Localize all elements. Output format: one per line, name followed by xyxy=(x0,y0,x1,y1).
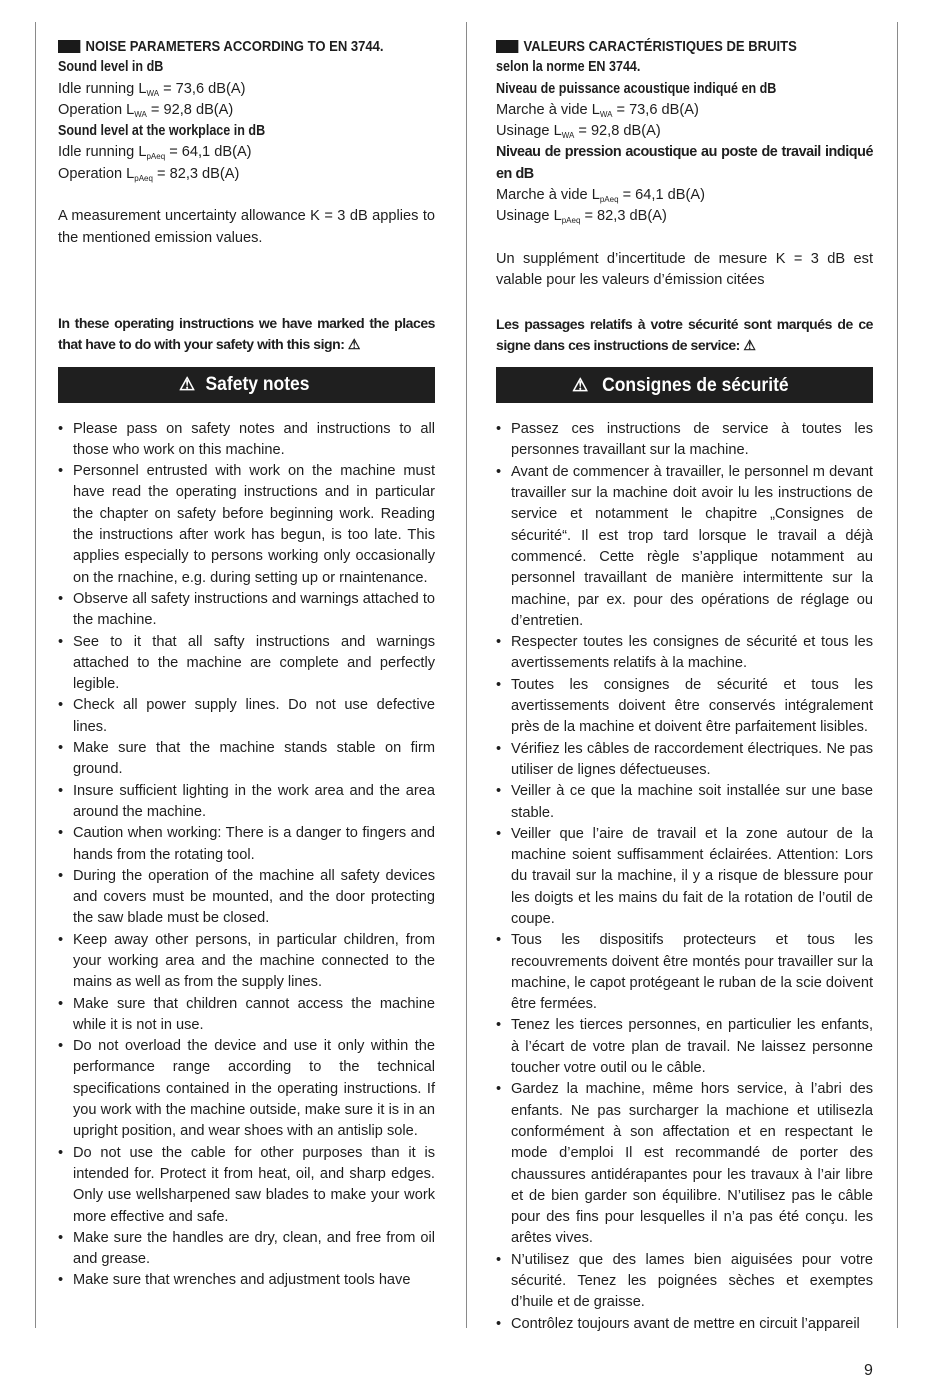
norm-line-text: selon la norme EN 3744. xyxy=(496,59,641,76)
safety-bullet-item: • Personnel entrusted with work on the machine must have read the operating instructions and in particular the chapter on safety before beginning work. Reading the instructions after work has begun, is too late. This applies especially to persons working only occasionally on the rnachine, e.g. during setting up or rnaintenance. xyxy=(58,461,435,589)
sound-power-heading xyxy=(496,79,873,100)
left-margin-rule xyxy=(35,22,36,1328)
black-marker-icon xyxy=(58,40,80,53)
safety-bullet-item: • Caution when working: There is a danger to fingers and hands from the rotating tool. xyxy=(58,823,435,866)
safety-bullet-item: • Keep away other persons, in particular children, from your working area and the machine connected to the mains as well as from the supply lines. xyxy=(58,930,435,994)
consignes-banner-title: Consignes de sécurité xyxy=(602,374,789,396)
idle-running-wa-value: = 73,6 dB(A) xyxy=(159,80,246,97)
idle-running-label: Idle running L xyxy=(58,144,147,161)
center-column-rule xyxy=(466,22,467,1328)
safety-bullet-item: • Contrôlez toujours avant de mettre en circuit l’appareil xyxy=(496,1314,873,1335)
marche-vide-paeq-value: = 64,1 dB(A) xyxy=(618,187,705,204)
noise-title-text: NOISE PARAMETERS ACCORDING TO EN 3744. xyxy=(85,38,384,55)
safety-marker-note: In these operating instructions we have marked the places that have to do with your safety with this sign: ⚠ xyxy=(58,314,435,353)
workplace-heading-text: Sound level at the workplace in dB xyxy=(58,123,266,140)
marche-vide-label: Marche à vide L xyxy=(496,187,600,204)
safety-bullet-item: • Make sure the handles are dry, clean, and free from oil and grease. xyxy=(58,1228,435,1271)
safety-bullet-item: • Vérifiez les câbles de raccordement électriques. Ne pas utiliser de lignes défectueuses. xyxy=(496,739,873,782)
usinage-paeq-value: = 82,3 dB(A) xyxy=(580,208,667,225)
marche-vide-paeq-line xyxy=(496,185,873,206)
usinage-label: Usinage L xyxy=(496,123,562,140)
safety-marker-note-fr: Les passages relatifs à votre sécurité sont marqués de ce signe dans ces instructions de service: ⚠ xyxy=(496,315,873,353)
wa-subscript: WA xyxy=(146,88,160,98)
wa-subscript: WA xyxy=(561,131,575,141)
noise-title-text-fr: VALEURS CARACTÉRISTIQUES DE BRUITS xyxy=(523,38,797,55)
paeq-subscript: pAeq xyxy=(561,216,581,226)
sound-level-heading-text: Sound level in dB xyxy=(58,59,164,76)
operation-paeq-value: = 82,3 dB(A) xyxy=(152,165,240,182)
noise-section-title-en xyxy=(58,36,382,57)
safety-bullet-list-en xyxy=(58,419,435,1292)
safety-bullet-item: • Do not overload the device and use it only within the performance range according to the technical specifications contained in the operating instructions. If you work with the machine outside, make sure it is in an upright position, and wear shoes with an antislip sole. xyxy=(58,1036,435,1142)
usinage-wa-line xyxy=(496,121,873,142)
noise-section-title-fr xyxy=(496,36,820,57)
safety-bullet-item: • Please pass on safety notes and instructions to all those who work on this machine. xyxy=(58,419,435,462)
idle-running-wa-line xyxy=(58,79,435,100)
safety-bullet-item: • Gardez la machine, même hors service, à l’abri des enfants. Ne pas surcharger la machione et utilisezla conformément à son affectation et en respectant le mode d’emploi Il est recommandé de porter des chaussures antidérapantes pour les travaux à l’air libre et de bien garder son équilibre. N’utilisez pas le câble pour des fins pour lesquelles il n’a pas été conçu. les arêtes vives. xyxy=(496,1079,873,1249)
uncertainty-note: A measurement uncertainty allowance K = 3 dB applies to the mentioned emission values. xyxy=(58,208,435,246)
paeq-subscript: pAeq xyxy=(134,173,153,183)
safety-bullet-item: • N’utilisez que des lames bien aiguisées pour votre sécurité. Tenez les poignées sèches et exemptes d’huile et de graisse. xyxy=(496,1250,873,1314)
wa-subscript: WA xyxy=(134,109,147,119)
safety-bullet-item: • Observe all safety instructions and warnings attached to the machine. xyxy=(58,589,435,632)
right-margin-rule xyxy=(897,22,898,1328)
safety-bullet-item: • Check all power supply lines. Do not use defective lines. xyxy=(58,695,435,738)
idle-running-paeq-line xyxy=(58,142,435,163)
warning-triangle-icon: ⚠ xyxy=(572,374,589,395)
safety-bullet-item: • Veiller à ce que la machine soit installée sur une base stable. xyxy=(496,781,873,824)
safety-bullet-item: • Tous les dispositifs protecteurs et tous les recouvrements doivent être montés pour travailler sur la machine, le capot protégeant le ruban de la scie doivent être fermées. xyxy=(496,930,873,1015)
safety-bullet-list-fr xyxy=(496,419,873,1335)
black-marker-icon xyxy=(496,40,518,53)
operation-wa-value: = 92,8 dB(A) xyxy=(146,101,234,118)
safety-bullet-item: • Make sure that children cannot access the machine while it is not in use. xyxy=(58,994,435,1037)
safety-bullet-item: • Tenez les tierces personnes, en particulier les enfants, à l’écart de votre plan de travail. Ne laissez personne toucher votre outil ou le câble. xyxy=(496,1015,873,1079)
sound-level-heading xyxy=(58,57,435,78)
safety-bullet-item: • Toutes les consignes de sécurité et tous les avertissements doivent être conservés intégralement près de la machine et doivent être parfaitement lisibles. xyxy=(496,675,873,739)
safety-bullet-item: • Make sure that the machine stands stable on firm ground. xyxy=(58,738,435,781)
operation-paeq-line xyxy=(58,164,435,185)
safety-bullet-item: • Respecter toutes les consignes de sécurité et tous les avertissements relatifs à la machine. xyxy=(496,632,873,675)
safety-bullet-item: • Veiller que l’aire de travail et la zone autour de la machine soient suffisamment éclairées. Attention: Lors du travail sur la machine, il y a risque de blessure pour les doigts et les mains du fait de la rotation de l’outil de coupe. xyxy=(496,824,873,930)
operation-label: Operation L xyxy=(58,165,135,182)
norm-line xyxy=(496,57,873,78)
consignes-securite-banner xyxy=(496,367,873,403)
idle-running-paeq-value: = 64,1 dB(A) xyxy=(165,144,252,161)
idle-running-label: Idle running L xyxy=(58,80,147,97)
warning-triangle-icon: ⚠ xyxy=(178,373,196,394)
safety-bullet-item: • Make sure that wrenches and adjustment tools have xyxy=(58,1270,435,1291)
workplace-heading-fr: Niveau de pression acoustique au poste de travail indiqué en dB xyxy=(496,144,873,182)
operation-wa-line xyxy=(58,100,435,121)
sound-power-heading-text: Niveau de puissance acoustique indiqué en dB xyxy=(496,80,777,97)
french-column xyxy=(496,36,873,1335)
safety-bullet-item: • Do not use the cable for other purposes than it is intended for. Protect it from heat, oil, and sharp edges. Only use wellsharpened saw blades to make your work more effective and safe. xyxy=(58,1143,435,1228)
wa-subscript: WA xyxy=(599,109,613,119)
safety-bullet-item: • Insure sufficient lighting in the work area and the area around the machine. xyxy=(58,781,435,824)
safety-bullet-item: • Avant de commencer à travailler, le personnel m devant travailler sur la machine doit avoir lu les instructions de service et notamment le chapitre „Consignes de sécurité“. Il est trop tard lorsque le travail a déjà commencé. Cette règle s’applique notamment au personnel travaillant de manière intermittente sur la machine, par ex. pour des opérations de réglage ou d’entretien. xyxy=(496,462,873,632)
paeq-subscript: pAeq xyxy=(599,195,619,205)
operation-label: Operation L xyxy=(58,101,135,118)
safety-notes-banner xyxy=(58,367,435,403)
safety-banner-title: Safety notes xyxy=(205,373,310,395)
marche-vide-label: Marche à vide L xyxy=(496,101,600,118)
usinage-wa-value: = 92,8 dB(A) xyxy=(574,123,661,140)
safety-bullet-item: • See to it that all safty instructions and warnings attached to the machine are complete and perfectly legible. xyxy=(58,632,435,696)
marche-vide-wa-line xyxy=(496,100,873,121)
usinage-label: Usinage L xyxy=(496,208,562,225)
paeq-subscript: pAeq xyxy=(146,152,166,162)
uncertainty-note-fr: Un supplément d’incertitude de mesure K = 3 dB est valable pour les valeurs d’émission citées xyxy=(496,250,873,289)
page-number: 9 xyxy=(864,1362,873,1379)
marche-vide-wa-value: = 73,6 dB(A) xyxy=(612,101,699,118)
english-column xyxy=(58,36,435,1292)
workplace-heading xyxy=(58,121,435,142)
safety-bullet-item: • Passez ces instructions de service à toutes les personnes travaillant sur la machine. xyxy=(496,419,873,462)
safety-bullet-item: • During the operation of the machine all safety devices and covers must be mounted, and the door protecting the saw blade must be closed. xyxy=(58,866,435,930)
usinage-paeq-line xyxy=(496,206,873,227)
